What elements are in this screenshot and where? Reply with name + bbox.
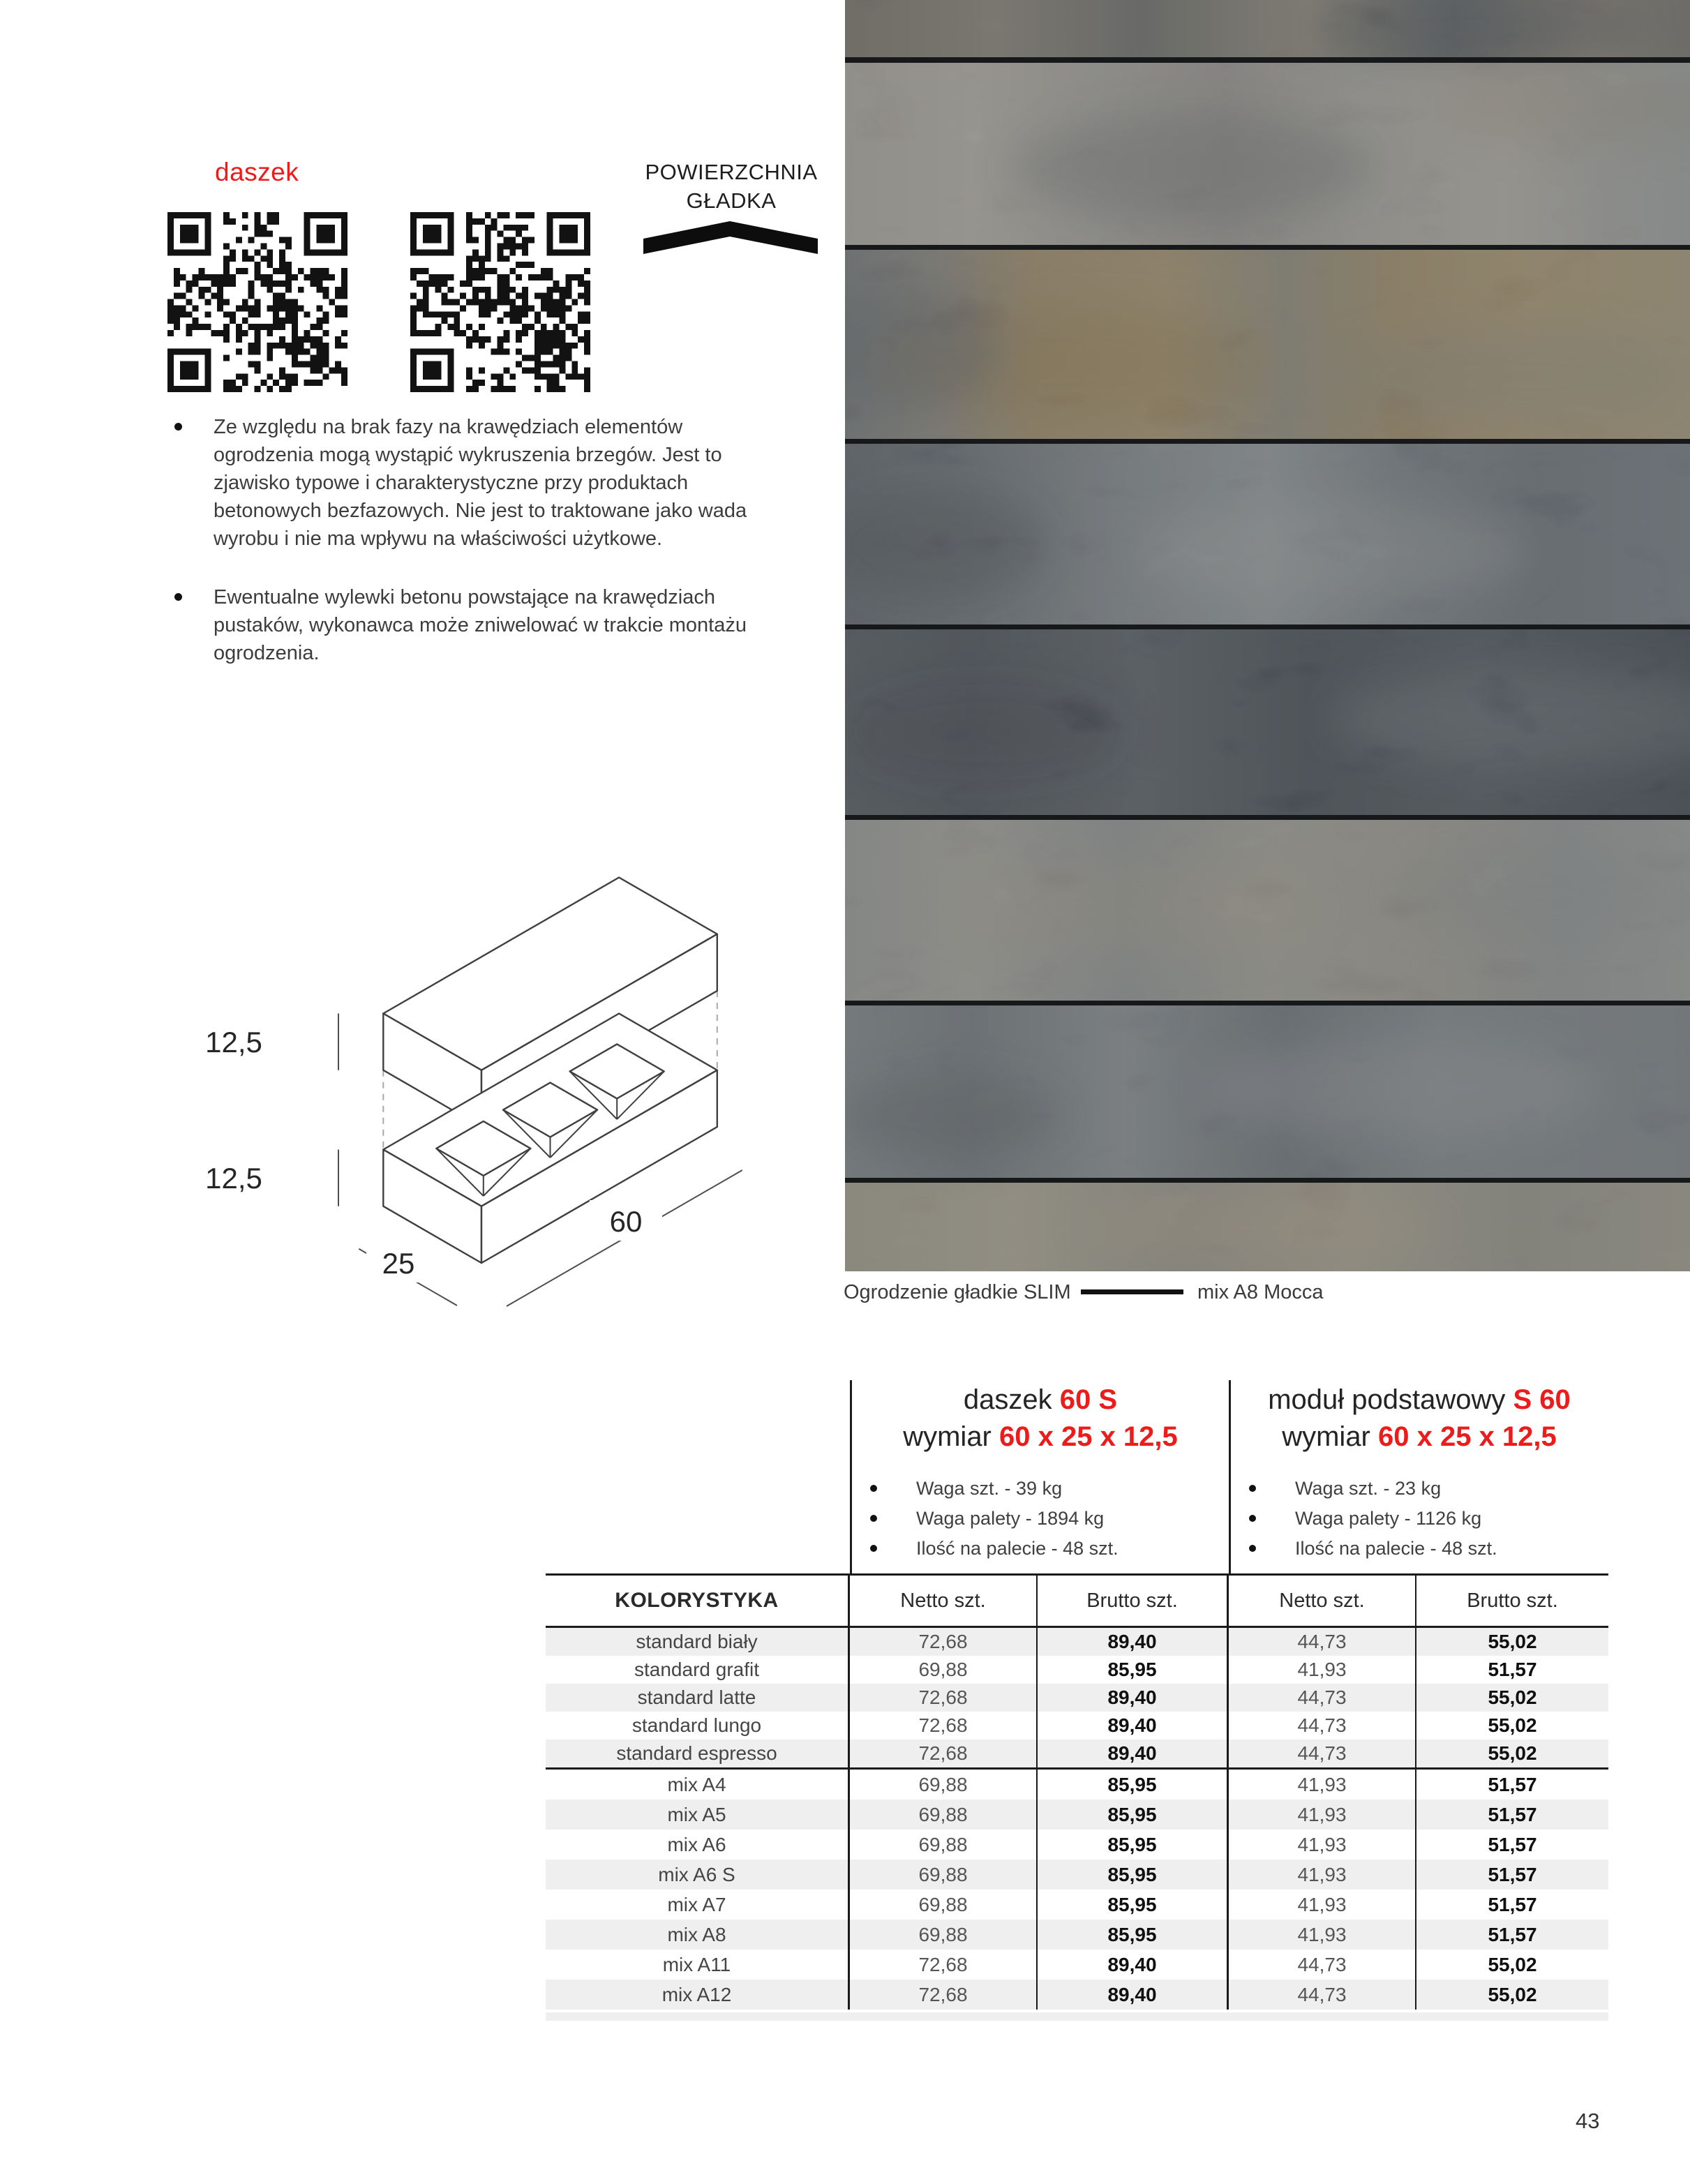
table-cell: 69,88: [850, 1890, 1038, 1920]
table-cell: mix A4: [546, 1770, 850, 1800]
table-cell: 51,57: [1488, 1863, 1537, 1885]
table-cell: 69,88: [850, 1830, 1038, 1860]
note-item: Ze względu na brak fazy na krawędziach elementów ogrodzenia mogą wystąpić wykruszenia brzegów. Jest to zjawisko typowe i charakterystyczne przy produktach betonowych bezfazowych. Nie jest to traktowane jako wada wyrobu i nie ma wpływu na właściwości użytkowe.: [173, 413, 782, 553]
table-cell: 51,57: [1488, 1923, 1537, 1945]
price-table-header: [546, 1573, 1608, 1628]
table-cell: 89,40: [1038, 1740, 1229, 1767]
product-code: S 60: [1513, 1384, 1571, 1415]
fence-photo: [845, 0, 1690, 1271]
product-spec-modul: [1231, 1382, 1608, 1564]
caption-dash: [1081, 1289, 1183, 1294]
table-cell: 44,73: [1229, 1740, 1416, 1767]
table-cell: standard grafit: [546, 1656, 850, 1684]
column-header: Brutto szt.: [1038, 1576, 1229, 1626]
table-group: [546, 1628, 1608, 1767]
table-row: [546, 1920, 1608, 1950]
table-cell: 55,02: [1488, 1686, 1537, 1708]
table-cell: 51,57: [1488, 1893, 1537, 1915]
table-cell: mix A6: [546, 1830, 850, 1860]
table-cell: 89,40: [1038, 1712, 1229, 1740]
table-cell: 69,88: [850, 1860, 1038, 1890]
table-cell: 85,95: [1038, 1920, 1229, 1950]
spec-list: [852, 1474, 1229, 1564]
product-spec-daszek: [852, 1382, 1229, 1564]
table-row: [546, 1830, 1608, 1860]
note-item: Ewentualne wylewki betonu powstające na krawędziach pustaków, wykonawca może zniwelować w trakcie montażu ogrodzenia.: [173, 583, 782, 667]
table-group: [546, 1770, 1608, 2010]
table-row: [546, 1950, 1608, 1980]
table-cell: 41,93: [1229, 1830, 1416, 1860]
table-cell: 44,73: [1229, 1980, 1416, 2010]
table-row: [546, 1980, 1608, 2010]
table-cell: 72,68: [850, 1980, 1038, 2010]
table-cell: 55,02: [1488, 1983, 1537, 2005]
table-cell: mix A8: [546, 1920, 850, 1950]
column-header: Netto szt.: [1229, 1576, 1416, 1626]
table-cell: 44,73: [1229, 1712, 1416, 1740]
table-cell: 89,40: [1038, 1684, 1229, 1712]
product-notes: [173, 413, 782, 698]
smooth-surface-chevron-icon: [642, 220, 821, 256]
table-cell: 44,73: [1229, 1684, 1416, 1712]
table-cell: 69,88: [850, 1800, 1038, 1830]
table-cell: 41,93: [1229, 1890, 1416, 1920]
column-header: Brutto szt.: [1467, 1589, 1558, 1612]
spec-item: Ilość na palecie - 48 szt.: [852, 1534, 1229, 1564]
dim-value: 60 x 25 x 12,5: [1378, 1421, 1557, 1452]
spec-item: Ilość na palecie - 48 szt.: [1231, 1534, 1608, 1564]
qr-code-icon: [167, 212, 347, 392]
photo-caption: [844, 1281, 1611, 1309]
caption-variant: mix A8 Mocca: [1197, 1281, 1324, 1303]
table-cell: 55,02: [1488, 1631, 1537, 1652]
table-cell: 89,40: [1038, 1950, 1229, 1980]
table-cell: standard biały: [546, 1628, 850, 1656]
table-cell: 89,40: [1038, 1980, 1229, 2010]
table-cell: 85,95: [1038, 1860, 1229, 1890]
table-cell: 85,95: [1038, 1830, 1229, 1860]
category-label: daszek: [215, 158, 299, 186]
table-cell: 85,95: [1038, 1770, 1229, 1800]
table-end-strip: [546, 2012, 1608, 2021]
price-table-body: [546, 1628, 1608, 2021]
dim-label: wymiar: [1282, 1421, 1378, 1452]
table-cell: mix A12: [546, 1980, 850, 2010]
table-cell: 41,93: [1229, 1800, 1416, 1830]
product-name: moduł podstawowy: [1268, 1384, 1513, 1415]
page-number: 43: [1576, 2109, 1600, 2133]
table-row: [546, 1890, 1608, 1920]
table-cell: 51,57: [1488, 1803, 1537, 1825]
spec-item: Waga szt. - 23 kg: [1231, 1474, 1608, 1504]
dim-label: wymiar: [903, 1421, 999, 1452]
table-row: [546, 1656, 1608, 1684]
caption-product: Ogrodzenie gładkie SLIM: [844, 1281, 1071, 1303]
table-cell: 51,57: [1488, 1773, 1537, 1795]
table-cell: 89,40: [1038, 1628, 1229, 1656]
table-row: [546, 1860, 1608, 1890]
table-cell: 69,88: [850, 1656, 1038, 1684]
table-cell: 55,02: [1488, 1742, 1537, 1764]
table-row: [546, 1712, 1608, 1740]
table-cell: mix A11: [546, 1950, 850, 1980]
spec-list: [1231, 1474, 1608, 1564]
product-name: daszek: [963, 1384, 1060, 1415]
price-table: [546, 1573, 1608, 2021]
table-cell: 72,68: [850, 1628, 1038, 1656]
table-row: [546, 1628, 1608, 1656]
surface-line1: POWIERZCHNIA: [645, 160, 818, 184]
table-cell: 44,73: [1229, 1950, 1416, 1980]
table-row: [546, 1800, 1608, 1830]
table-cell: 41,93: [1229, 1860, 1416, 1890]
technical-drawing: [150, 781, 820, 1333]
dim-width: 25: [382, 1247, 415, 1280]
table-row: [546, 1684, 1608, 1712]
product-code: 60 S: [1059, 1384, 1118, 1415]
table-cell: standard lungo: [546, 1712, 850, 1740]
table-cell: 41,93: [1229, 1920, 1416, 1950]
table-cell: mix A5: [546, 1800, 850, 1830]
table-cell: mix A7: [546, 1890, 850, 1920]
table-cell: 41,93: [1229, 1656, 1416, 1684]
dim-value: 60 x 25 x 12,5: [999, 1421, 1178, 1452]
table-cell: 51,57: [1488, 1833, 1537, 1855]
table-cell: 44,73: [1229, 1628, 1416, 1656]
table-cell: 72,68: [850, 1684, 1038, 1712]
table-cell: 55,02: [1488, 1953, 1537, 1975]
table-cell: 85,95: [1038, 1800, 1229, 1830]
table-cell: 72,68: [850, 1950, 1038, 1980]
table-cell: mix A6 S: [546, 1860, 850, 1890]
table-cell: 55,02: [1488, 1714, 1537, 1736]
table-cell: 51,57: [1488, 1659, 1537, 1680]
table-cell: 72,68: [850, 1740, 1038, 1767]
table-cell: 69,88: [850, 1770, 1038, 1800]
table-cell: 41,93: [1229, 1770, 1416, 1800]
table-cell: 85,95: [1038, 1890, 1229, 1920]
spec-item: Waga palety - 1894 kg: [852, 1504, 1229, 1534]
qr-code-icon: [410, 212, 590, 392]
column-header: Netto szt.: [850, 1576, 1038, 1626]
table-row: [546, 1740, 1608, 1767]
spec-item: Waga palety - 1126 kg: [1231, 1504, 1608, 1534]
surface-type-label: [627, 158, 836, 215]
table-cell: standard latte: [546, 1684, 850, 1712]
dim-height-bottom: 12,5: [205, 1162, 262, 1195]
spec-item: Waga szt. - 39 kg: [852, 1474, 1229, 1504]
table-cell: 69,88: [850, 1920, 1038, 1950]
surface-line2: GŁADKA: [686, 188, 777, 213]
table-cell: 72,68: [850, 1712, 1038, 1740]
table-cell: standard espresso: [546, 1740, 850, 1767]
dim-length: 60: [609, 1205, 643, 1238]
table-row: [546, 1770, 1608, 1800]
column-header: KOLORYSTYKA: [546, 1576, 850, 1626]
dim-height-top: 12,5: [205, 1026, 262, 1059]
table-cell: 85,95: [1038, 1656, 1229, 1684]
